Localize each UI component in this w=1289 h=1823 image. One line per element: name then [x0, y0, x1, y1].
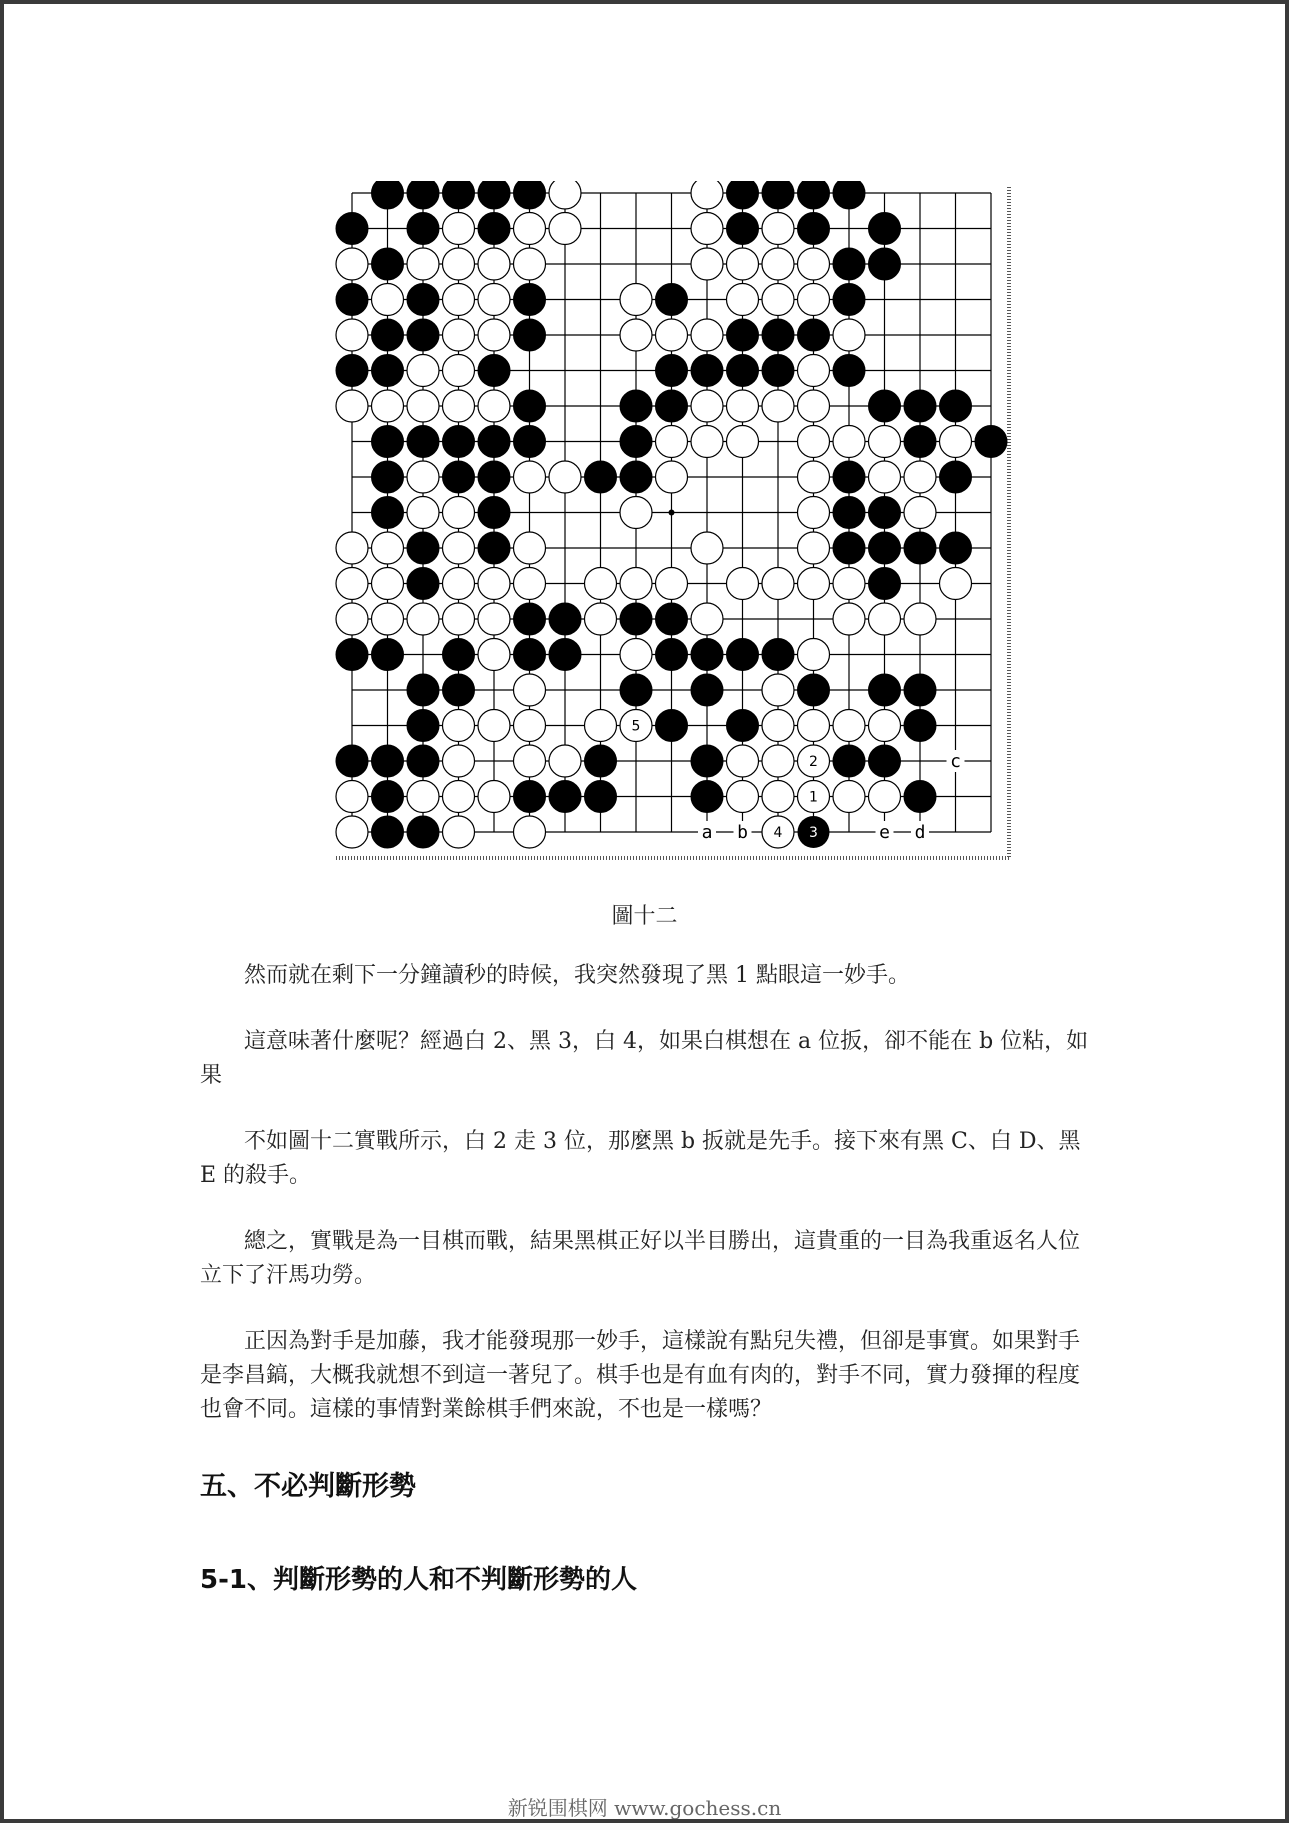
white-stone — [727, 426, 759, 458]
black-stone — [372, 248, 404, 280]
white-stone — [727, 745, 759, 777]
black-stone — [407, 745, 439, 777]
black-stone — [407, 284, 439, 316]
black-stone — [656, 603, 688, 635]
black-stone — [833, 181, 865, 209]
white-stone — [727, 284, 759, 316]
white-stone — [620, 319, 652, 351]
black-stone — [407, 710, 439, 742]
white-stone — [762, 248, 794, 280]
black-stone — [443, 426, 475, 458]
white-stone — [869, 426, 901, 458]
white-stone — [727, 568, 759, 600]
black-stone — [372, 181, 404, 209]
black-stone — [372, 745, 404, 777]
white-stone — [443, 710, 475, 742]
white-stone — [514, 248, 546, 280]
black-stone — [940, 390, 972, 422]
white-stone — [407, 497, 439, 529]
white-stone — [514, 710, 546, 742]
white-stone — [407, 248, 439, 280]
black-stone — [620, 674, 652, 706]
black-stone — [691, 781, 723, 813]
white-stone — [727, 248, 759, 280]
black-stone — [372, 816, 404, 848]
white-stone — [762, 710, 794, 742]
black-stone — [833, 461, 865, 493]
white-stone — [798, 426, 830, 458]
white-stone — [372, 532, 404, 564]
white-stone — [762, 781, 794, 813]
black-stone — [514, 319, 546, 351]
white-stone — [798, 248, 830, 280]
white-stone — [336, 532, 368, 564]
black-stone — [407, 674, 439, 706]
black-stone — [336, 213, 368, 245]
black-stone — [443, 639, 475, 671]
black-stone — [478, 355, 510, 387]
black-stone — [372, 461, 404, 493]
white-stone — [549, 213, 581, 245]
white-stone — [443, 248, 475, 280]
star-point — [669, 510, 675, 516]
white-stone — [691, 319, 723, 351]
black-stone — [691, 745, 723, 777]
move-number: 4 — [773, 825, 783, 841]
black-stone — [620, 426, 652, 458]
white-stone — [372, 284, 404, 316]
white-stone — [336, 390, 368, 422]
black-stone — [407, 532, 439, 564]
point-label: d — [914, 822, 926, 843]
white-stone — [798, 355, 830, 387]
white-stone — [514, 674, 546, 706]
white-stone — [691, 390, 723, 422]
black-stone — [372, 355, 404, 387]
black-stone — [549, 781, 581, 813]
black-stone — [478, 213, 510, 245]
white-stone — [833, 710, 865, 742]
white-stone — [620, 497, 652, 529]
black-stone — [585, 781, 617, 813]
black-stone — [727, 639, 759, 671]
white-stone — [478, 603, 510, 635]
white-stone — [691, 213, 723, 245]
black-stone — [833, 248, 865, 280]
white-stone — [443, 816, 475, 848]
black-stone — [833, 497, 865, 529]
white-stone — [904, 461, 936, 493]
white-stone — [514, 461, 546, 493]
white-stone — [549, 745, 581, 777]
black-stone — [762, 355, 794, 387]
black-stone — [869, 390, 901, 422]
black-stone — [549, 603, 581, 635]
white-stone — [762, 674, 794, 706]
point-label: e — [879, 822, 890, 843]
white-stone — [656, 461, 688, 493]
white-stone — [478, 248, 510, 280]
black-stone — [869, 745, 901, 777]
white-stone — [372, 568, 404, 600]
black-stone — [940, 532, 972, 564]
black-stone — [372, 319, 404, 351]
white-stone — [443, 603, 475, 635]
white-stone — [762, 745, 794, 777]
move-number: 1 — [809, 789, 818, 806]
white-stone — [798, 497, 830, 529]
white-stone — [904, 603, 936, 635]
black-stone — [372, 497, 404, 529]
black-stone — [407, 426, 439, 458]
white-stone — [443, 568, 475, 600]
point-label: c — [950, 751, 961, 772]
black-stone — [762, 639, 794, 671]
black-stone — [478, 532, 510, 564]
white-stone — [336, 603, 368, 635]
black-stone — [727, 181, 759, 209]
black-stone — [691, 355, 723, 387]
black-stone — [798, 181, 830, 209]
black-stone — [833, 745, 865, 777]
white-stone — [691, 603, 723, 635]
white-stone — [727, 781, 759, 813]
white-stone — [869, 461, 901, 493]
white-stone — [443, 319, 475, 351]
black-stone — [727, 319, 759, 351]
white-stone — [869, 710, 901, 742]
black-stone — [336, 745, 368, 777]
white-stone — [443, 497, 475, 529]
paragraph-5: 正因為對手是加藤，我才能發現那一妙手，這樣說有點兒失禮，但卻是事實。如果對手是李昌鎬，大概我就想不到這一著兒了。棋手也是有血有肉的，對手不同，實力發揮的程度也會不同。這樣的事情對業餘棋手們來說，不也是一樣嗎？ — [200, 1329, 1081, 1422]
black-stone — [904, 426, 936, 458]
white-stone — [940, 426, 972, 458]
white-stone — [407, 781, 439, 813]
white-stone — [762, 568, 794, 600]
black-stone — [514, 426, 546, 458]
white-stone — [798, 532, 830, 564]
white-stone — [833, 426, 865, 458]
black-stone — [656, 284, 688, 316]
black-stone — [798, 319, 830, 351]
black-stone — [869, 674, 901, 706]
black-stone — [904, 781, 936, 813]
black-stone — [762, 181, 794, 209]
white-stone — [443, 745, 475, 777]
white-stone — [478, 284, 510, 316]
white-stone — [620, 284, 652, 316]
white-stone — [407, 603, 439, 635]
black-stone — [336, 284, 368, 316]
white-stone — [798, 710, 830, 742]
white-stone — [762, 284, 794, 316]
move-number: 3 — [809, 825, 818, 841]
white-stone — [478, 639, 510, 671]
black-stone — [869, 532, 901, 564]
point-label: b — [737, 822, 748, 843]
black-stone — [656, 639, 688, 671]
black-stone — [620, 603, 652, 635]
white-stone — [691, 181, 723, 209]
white-stone — [407, 355, 439, 387]
move-number: 5 — [631, 718, 641, 735]
white-stone — [336, 568, 368, 600]
black-stone — [656, 390, 688, 422]
white-stone — [443, 532, 475, 564]
black-stone — [904, 390, 936, 422]
white-stone — [762, 213, 794, 245]
black-stone — [904, 532, 936, 564]
section-heading: 五、不必判斷形勢 — [200, 1471, 416, 1502]
paragraph-1: 然而就在剩下一分鐘讀秒的時候，我突然發現了黑 1 點眼這一妙手。 — [244, 963, 910, 988]
black-stone — [514, 390, 546, 422]
black-stone — [762, 319, 794, 351]
black-stone — [549, 639, 581, 671]
black-stone — [514, 603, 546, 635]
white-stone — [443, 213, 475, 245]
black-stone — [833, 355, 865, 387]
go-board-figure — [334, 181, 1014, 864]
white-stone — [691, 248, 723, 280]
white-stone — [443, 284, 475, 316]
black-stone — [727, 710, 759, 742]
black-stone — [478, 426, 510, 458]
white-stone — [620, 568, 652, 600]
black-stone — [372, 426, 404, 458]
black-stone — [727, 355, 759, 387]
white-stone — [833, 568, 865, 600]
paragraph-2: 這意味著什麼呢？經過白 2、黑 3，白 4，如果白棋想在 a 位扳，卻不能在 b 位粘，如果 — [200, 1029, 1089, 1088]
black-stone — [585, 745, 617, 777]
paragraph-3: 不如圖十二實戰所示，白 2 走 3 位，那麼黑 b 扳就是先手。接下來有黑 C、白 D、黑 E 的殺手。 — [200, 1129, 1081, 1188]
white-stone — [904, 497, 936, 529]
black-stone — [443, 674, 475, 706]
paragraph-4: 總之，實戰是為一目棋而戰，結果黑棋正好以半目勝出，這貴重的一目為我重返名人位立下了汗馬功勞。 — [200, 1229, 1081, 1288]
white-stone — [940, 568, 972, 600]
black-stone — [407, 816, 439, 848]
white-stone — [336, 248, 368, 280]
white-stone — [514, 532, 546, 564]
white-stone — [478, 781, 510, 813]
black-stone — [833, 284, 865, 316]
white-stone — [798, 568, 830, 600]
point-label: a — [701, 822, 713, 843]
black-stone — [443, 181, 475, 209]
white-stone — [798, 284, 830, 316]
white-stone — [478, 319, 510, 351]
move-number: 2 — [809, 754, 818, 770]
white-stone — [691, 532, 723, 564]
white-stone — [549, 461, 581, 493]
white-stone — [372, 390, 404, 422]
black-stone — [478, 181, 510, 209]
white-stone — [620, 639, 652, 671]
black-stone — [869, 568, 901, 600]
black-stone — [904, 710, 936, 742]
white-stone — [336, 816, 368, 848]
black-stone — [514, 781, 546, 813]
black-stone — [869, 497, 901, 529]
white-stone — [656, 319, 688, 351]
white-stone — [798, 390, 830, 422]
black-stone — [833, 532, 865, 564]
white-stone — [443, 781, 475, 813]
black-stone — [478, 461, 510, 493]
white-stone — [656, 426, 688, 458]
go-board — [334, 181, 1014, 864]
black-stone — [336, 639, 368, 671]
white-stone — [407, 390, 439, 422]
black-stone — [407, 181, 439, 209]
black-stone — [691, 674, 723, 706]
black-stone — [620, 390, 652, 422]
white-stone — [585, 603, 617, 635]
white-stone — [514, 745, 546, 777]
white-stone — [798, 461, 830, 493]
white-stone — [727, 390, 759, 422]
white-stone — [691, 426, 723, 458]
black-stone — [940, 461, 972, 493]
white-stone — [833, 319, 865, 351]
black-stone — [478, 497, 510, 529]
white-stone — [762, 390, 794, 422]
body-text — [200, 959, 1098, 1459]
white-stone — [372, 603, 404, 635]
white-stone — [478, 568, 510, 600]
subsection-heading: 5-1、判斷形勢的人和不判斷形勢的人 — [200, 1565, 637, 1595]
white-stone — [798, 639, 830, 671]
white-stone — [443, 355, 475, 387]
white-stone — [585, 568, 617, 600]
black-stone — [975, 426, 1007, 458]
white-stone — [478, 390, 510, 422]
black-stone — [407, 319, 439, 351]
site-footer: 新锐围棋网 www.gochess.cn — [507, 1796, 782, 1819]
black-stone — [407, 568, 439, 600]
black-stone — [691, 639, 723, 671]
black-stone — [514, 639, 546, 671]
black-stone — [656, 710, 688, 742]
white-stone — [336, 319, 368, 351]
black-stone — [798, 213, 830, 245]
black-stone — [656, 355, 688, 387]
white-stone — [833, 603, 865, 635]
white-stone — [478, 710, 510, 742]
white-stone — [549, 181, 581, 209]
black-stone — [372, 639, 404, 671]
black-stone — [372, 781, 404, 813]
figure-caption: 圖十二 — [611, 904, 678, 929]
white-stone — [869, 603, 901, 635]
black-stone — [443, 461, 475, 493]
black-stone — [869, 213, 901, 245]
document-page — [4, 4, 1285, 1819]
black-stone — [514, 181, 546, 209]
black-stone — [585, 461, 617, 493]
white-stone — [407, 461, 439, 493]
white-stone — [585, 710, 617, 742]
black-stone — [336, 355, 368, 387]
white-stone — [443, 390, 475, 422]
black-stone — [727, 213, 759, 245]
black-stone — [904, 674, 936, 706]
white-stone — [336, 781, 368, 813]
black-stone — [514, 284, 546, 316]
white-stone — [656, 568, 688, 600]
black-stone — [620, 461, 652, 493]
white-stone — [514, 816, 546, 848]
white-stone — [514, 213, 546, 245]
white-stone — [869, 781, 901, 813]
black-stone — [407, 213, 439, 245]
black-stone — [869, 248, 901, 280]
white-stone — [833, 781, 865, 813]
black-stone — [798, 674, 830, 706]
white-stone — [514, 568, 546, 600]
